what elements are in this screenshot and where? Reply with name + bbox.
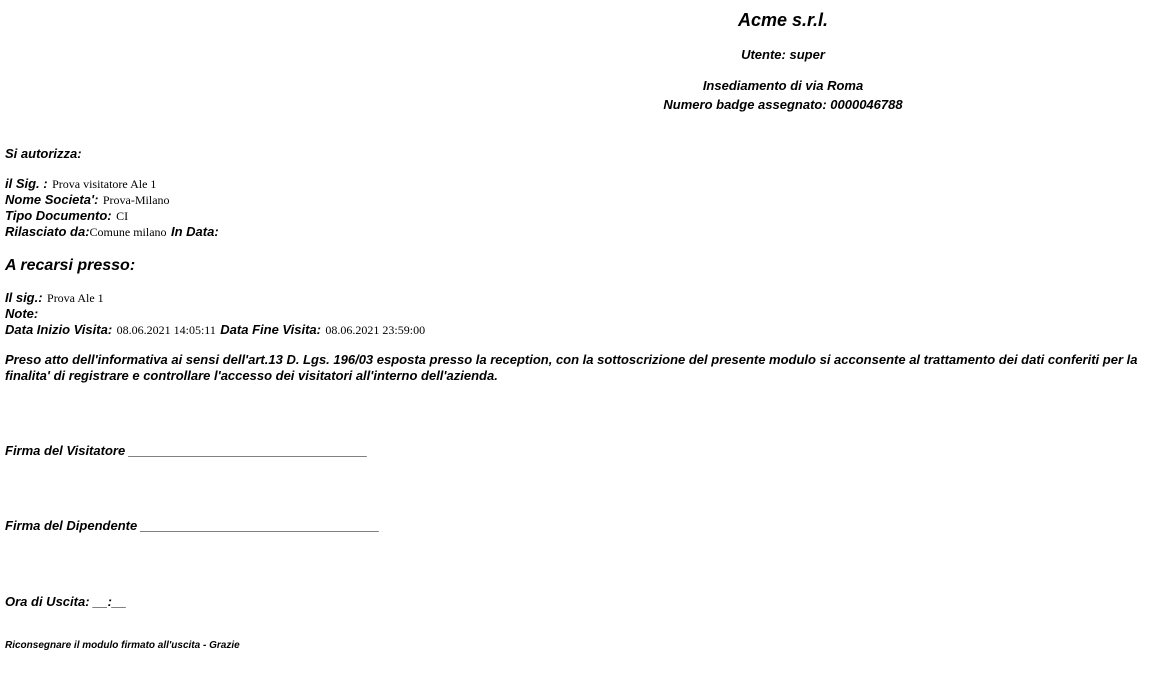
host-value: Prova Ale 1 [47,291,104,305]
issued-by-label: Rilasciato da: [5,224,90,239]
visitor-company-value: Prova-Milano [102,193,170,207]
notes-row [5,306,425,322]
privacy-notice: Preso atto dell'informativa ai sensi dell'art.13 D. Lgs. 196/03 esposta presso la reception, con la sottoscrizione del presente modulo si acconsente al trattamento dei dati conferiti per la finalita' di registrare e controllare l'accesso dei visitatori all'interno dell'azienda. [5,352,1138,383]
site-label: Insediamento di via Roma [702,78,864,93]
issue-date-label: In Data: [170,224,219,239]
badge-number: Numero badge assegnato: 0000046788 [663,97,903,112]
visit-end-label: Data Fine Visita: [220,322,321,337]
visit-start-label: Data Inizio Visita: [5,322,113,337]
host-label: Il sig.: [5,290,43,305]
visitor-name-label: il Sig. : [5,176,48,191]
issued-by-value: Comune milano [89,225,167,239]
visit-dates-row [5,322,425,338]
document-type-row [5,208,219,224]
visitor-signature-line: Firma del Visitatore _________________________________ [5,443,368,458]
exit-time-line: Ora di Uscita: __:__ [5,594,127,609]
document-type-value: CI [116,209,129,223]
authorization-heading: Si autorizza: [5,146,82,161]
visit-fields [5,290,425,338]
authorization-fields [5,176,219,240]
issued-by-row [5,224,219,240]
visit-heading: A recarsi presso: [5,257,136,274]
visit-start-value: 08.06.2021 14:05:11 [116,323,216,337]
user-label: Utente: super [741,47,825,62]
visitor-name-value: Prova visitatore Ale 1 [52,177,157,191]
host-row [5,290,425,306]
visitor-company-row [5,192,219,208]
visitor-company-label: Nome Societa': [5,192,99,207]
visitor-name-row [5,176,219,192]
notes-label: Note: [5,306,39,321]
visit-end-value: 08.06.2021 23:59:00 [325,323,426,337]
footer-note: Riconsegnare il modulo firmato all'uscita - Grazie [5,640,240,651]
company-name: Acme s.r.l. [737,10,829,30]
document-type-label: Tipo Documento: [5,208,112,223]
employee-signature-line: Firma del Dipendente _________________________________ [5,518,380,533]
